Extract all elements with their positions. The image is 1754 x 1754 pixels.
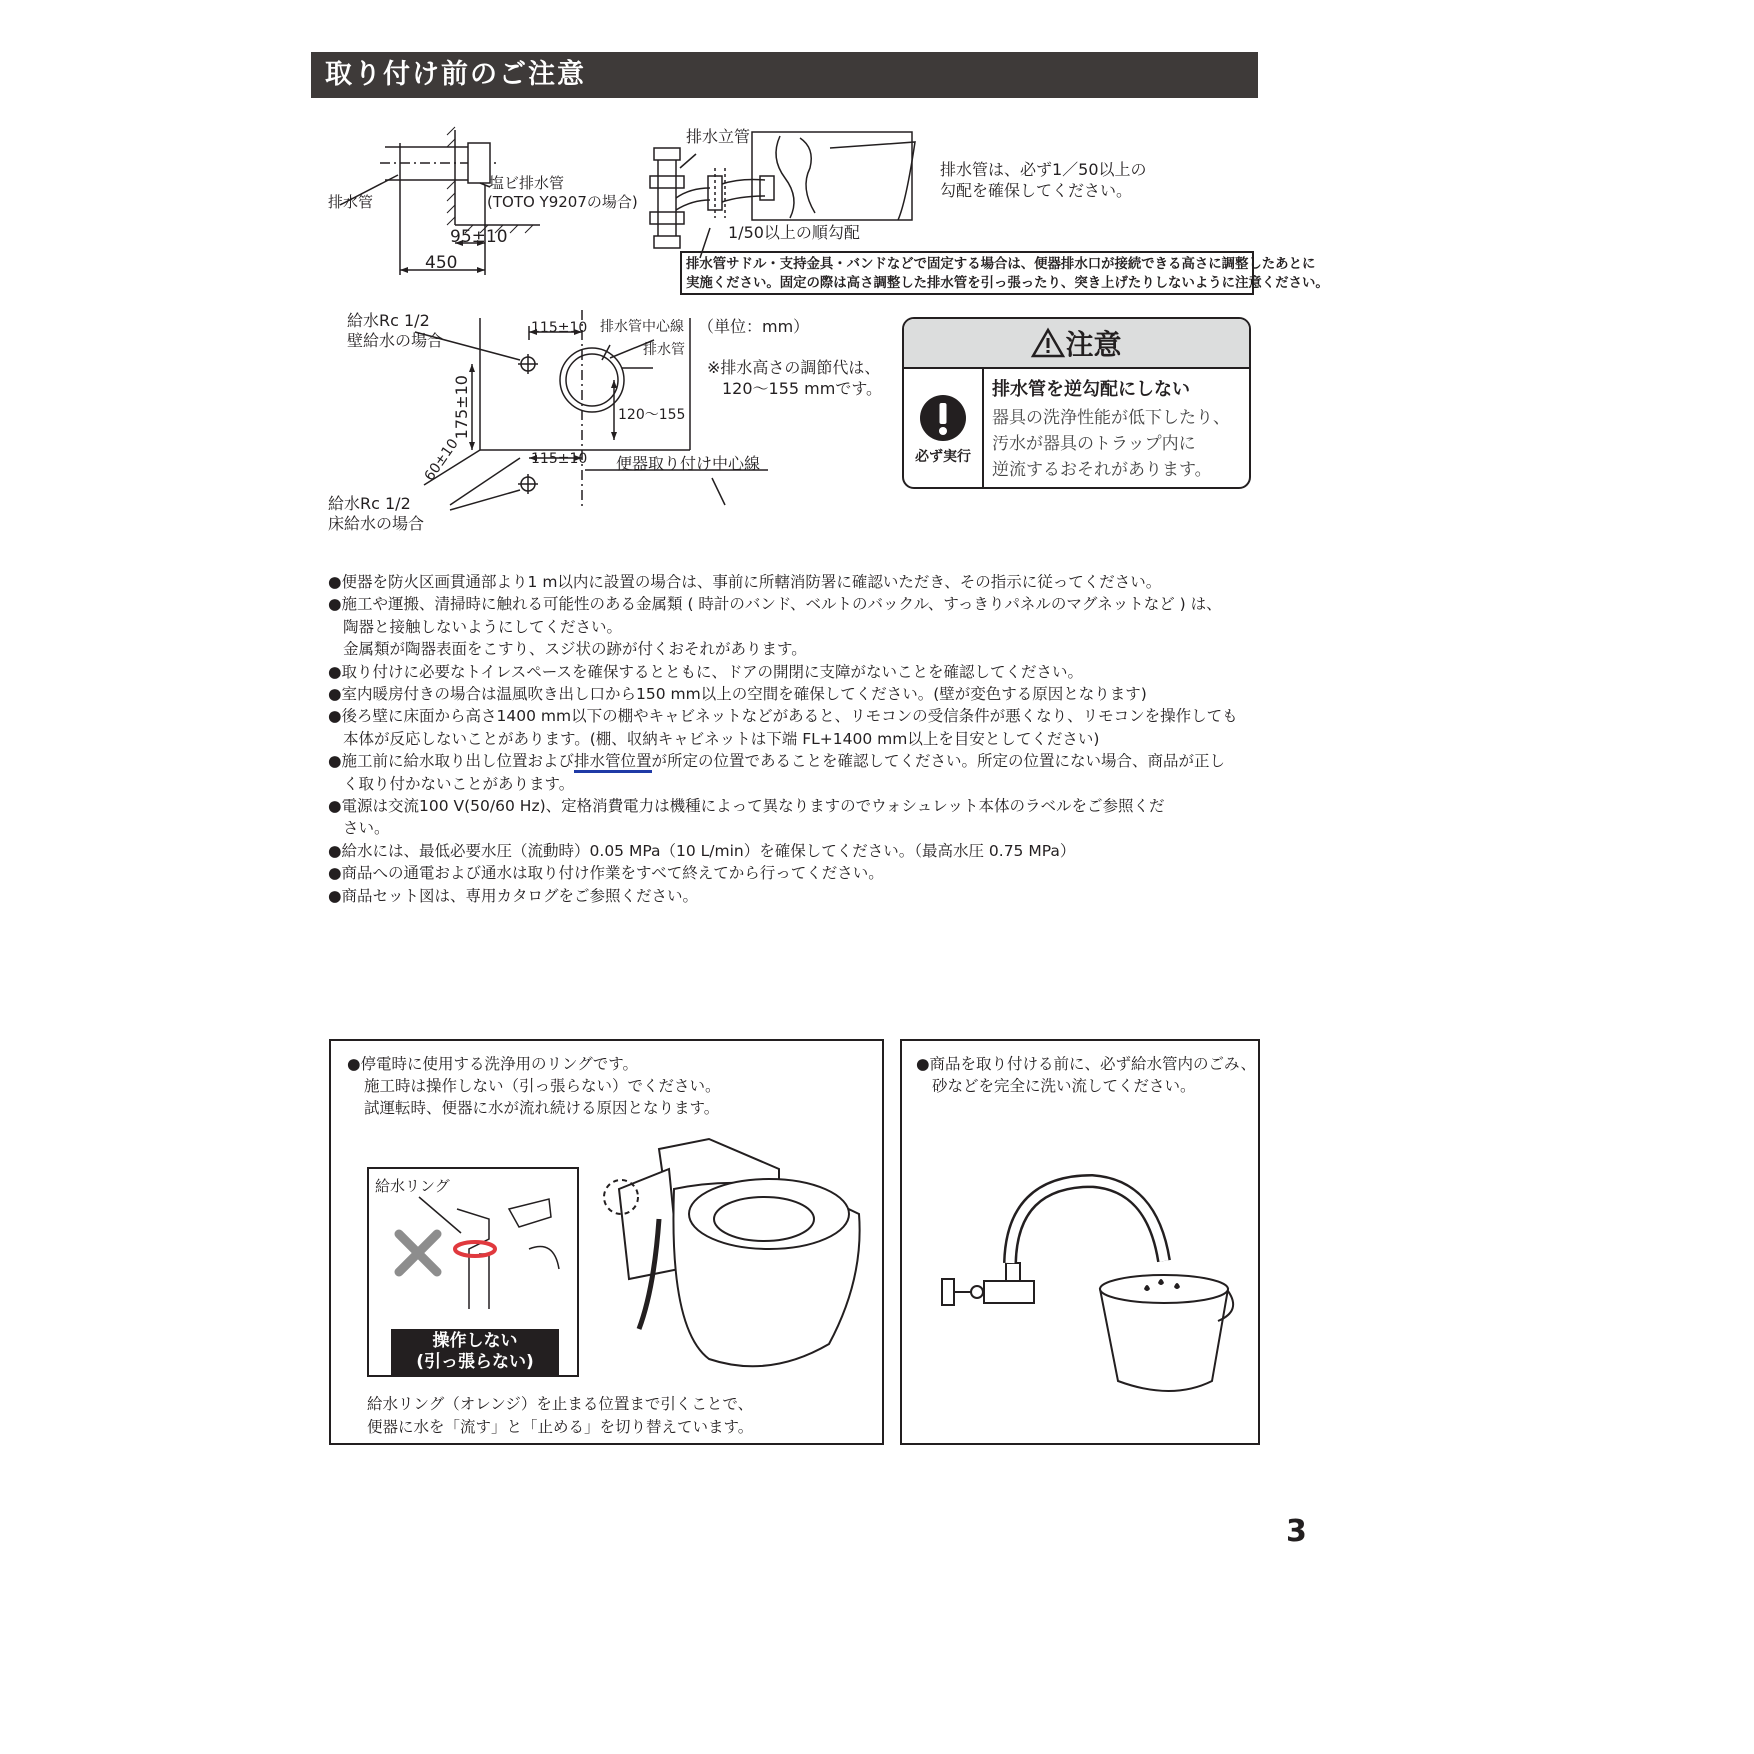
pvc-pipe-model: (TOTO Y9207の場合) [487, 193, 638, 211]
drain-pipe-label: 排水管 [328, 193, 374, 211]
list-item [328, 750, 1263, 772]
page-number: 3 [1286, 1514, 1307, 1549]
supply-ring-icon [455, 1242, 495, 1256]
fixing-note-box [680, 251, 1329, 295]
flush-note-line1: ●商品を取り付ける前に、必ず給水管内のごみ、 [916, 1055, 1256, 1073]
slope-label: 1/50以上の順勾配 [728, 223, 860, 242]
caution-line: 汚水が器具のトラップ内に [992, 434, 1196, 454]
wall-supply-label: 給水Rc 1/2 [347, 311, 430, 330]
flush-pipe-box [900, 1039, 1260, 1445]
page-title: 取り付け前のご注意 [311, 52, 1258, 98]
ring-label: 給水リング [375, 1177, 450, 1195]
floor-supply-label: 給水Rc 1/2 [328, 494, 411, 513]
list-item: ●室内暖房付きの場合は温風吹き出し口から150 mm以上の空間を確保してください。(壁が変色する原因となります) [328, 685, 1147, 704]
list-item-continuation: さい。 [343, 819, 390, 838]
ring-detail-drawing [369, 1169, 579, 1329]
mount-centerline-label: 便器取り付け中心線 [616, 454, 761, 473]
dim-95: 95±10 [450, 227, 508, 247]
vertical-pipe-label: 排水立管 [686, 127, 751, 146]
list-item-continuation: 金属類が陶器表面をこすり、スジ状の跡が付くおそれがあります。 [343, 640, 807, 659]
list-item: ●電源は交流100 V(50/60 Hz)、定格消費電力は機種によって異なりますのでウォシュレット本体のラベルをご参照くだ [328, 797, 1165, 816]
caution-line: 逆流するおそれがあります。 [992, 460, 1212, 480]
slope-note-line2: 勾配を確保してください。 [940, 181, 1133, 200]
list-item-continuation: 陶器と接触しないようにしてください。 [343, 617, 623, 636]
dim-450: 450 [425, 253, 458, 273]
must-do-label: 必ず実行 [915, 449, 971, 465]
do-not-operate-line2: (引っ張らない) [416, 1352, 534, 1372]
list-item-continuation: 本体が反応しないことがあります。(棚、収納キャビネットは下端 FL+1400 mm以上を目安としてください) [343, 729, 1100, 748]
slope-note-line1: 排水管は、必ず1／50以上の [940, 160, 1147, 179]
list-item-text: が所定の位置であることを確認してください。所定の位置にない場合、商品が正し [651, 752, 1226, 771]
flush-note-line2: 砂などを完全に洗い流してください。 [932, 1077, 1196, 1095]
ring-detail-inset [367, 1167, 579, 1377]
caution-header-text: 注意 [1065, 328, 1122, 361]
list-item-text: ●施工前に給水取り出し位置および [328, 752, 575, 771]
do-not-operate-label [391, 1329, 559, 1375]
caution-title: 排水管を逆勾配にしない [992, 379, 1190, 400]
ring-footnote-line1: 給水リング（オレンジ）を止まる位置まで引くことで、 [367, 1395, 754, 1413]
list-item: ●施工や運搬、清掃時に触れる可能性のある金属類 ( 時計のバンド、ベルトのバックル、すっきりパネルのマグネットなど ) は、 [328, 595, 1222, 614]
ring-note-line1: ●停電時に使用する洗浄用のリングです。 [347, 1055, 638, 1073]
faucet-bucket-illustration [932, 1171, 1242, 1411]
ring-note-line3: 試運転時、便器に水が流れ続ける原因となります。 [364, 1099, 720, 1117]
dim-115-bottom: 115±10 [531, 451, 588, 467]
fixing-note-line1: 排水管サドル・支持金具・バンドなどで固定する場合は、便器排水口が接続できる高さに調整したあとに [686, 257, 1316, 272]
dim-120-155: 120～155 [618, 407, 686, 423]
dim-60: 60±10 [421, 436, 462, 485]
wall-supply-case: 壁給水の場合 [347, 331, 444, 350]
toilet-illustration [589, 1129, 879, 1389]
list-item-continuation: く取り付かないことがあります。 [343, 774, 575, 793]
height-note-line1: ※排水高さの調節代は、 [707, 358, 881, 377]
dim-175: 175±10 [451, 375, 471, 440]
caution-box [902, 317, 1251, 489]
unit-label: （単位：mm） [698, 317, 810, 336]
list-item: ●給水には、最低必要水圧（流動時）0.05 MPa（10 L/min）を確保してください。（最高水圧 0.75 MPa） [328, 841, 1076, 860]
warning-triangle-icon [1031, 328, 1065, 358]
list-item: ●後ろ壁に床面から高さ1400 mm以下の棚やキャビネットなどがあると、リモコンの受信条件が悪くなり、リモコンを操作しても [328, 707, 1238, 726]
ring-note-line2: 施工時は操作しない（引っ張らない）でください。 [364, 1077, 721, 1095]
precaution-list [328, 571, 1263, 907]
dim-115-top: 115±10 [531, 320, 588, 336]
list-item: ●便器を防火区画貫通部より1 m以内に設置の場合は、事前に所轄消防署に確認いただき、その指示に従ってください。 [328, 573, 1162, 591]
caution-header [904, 319, 1249, 369]
do-not-operate-line1: 操作しない [432, 1331, 518, 1351]
floor-supply-case: 床給水の場合 [328, 514, 425, 533]
pvc-pipe-label: 塩ビ排水管 [489, 174, 565, 192]
supply-ring-box [329, 1039, 884, 1445]
ring-footnote-line2: 便器に水を「流す」と「止める」を切り替えています。 [367, 1418, 754, 1436]
list-item: ●商品セット図は、専用カタログをご参照ください。 [328, 886, 699, 905]
drain-centerline-label: 排水管中心線 [600, 319, 684, 335]
height-note-line2: 120～155 mmです。 [722, 379, 883, 398]
drain-position-link[interactable]: 排水管位置 [574, 752, 652, 773]
list-item: ●取り付けに必要なトイレスペースを確保するとともに、ドアの開閉に支障がないことを確認してください。 [328, 662, 1084, 681]
caution-line: 器具の洗浄性能が低下したり、 [992, 408, 1230, 428]
drain-pipe-plan-label: 排水管 [643, 342, 685, 358]
must-do-cell [904, 369, 984, 489]
exclamation-circle-icon [919, 394, 967, 442]
list-item: ●商品への通電および通水は取り付け作業をすべて終えてから行ってください。 [328, 864, 884, 883]
fixing-note-line2: 実施ください。固定の際は高さ調整した排水管を引っ張ったり、突き上げたりしないように注意ください。 [686, 276, 1329, 291]
